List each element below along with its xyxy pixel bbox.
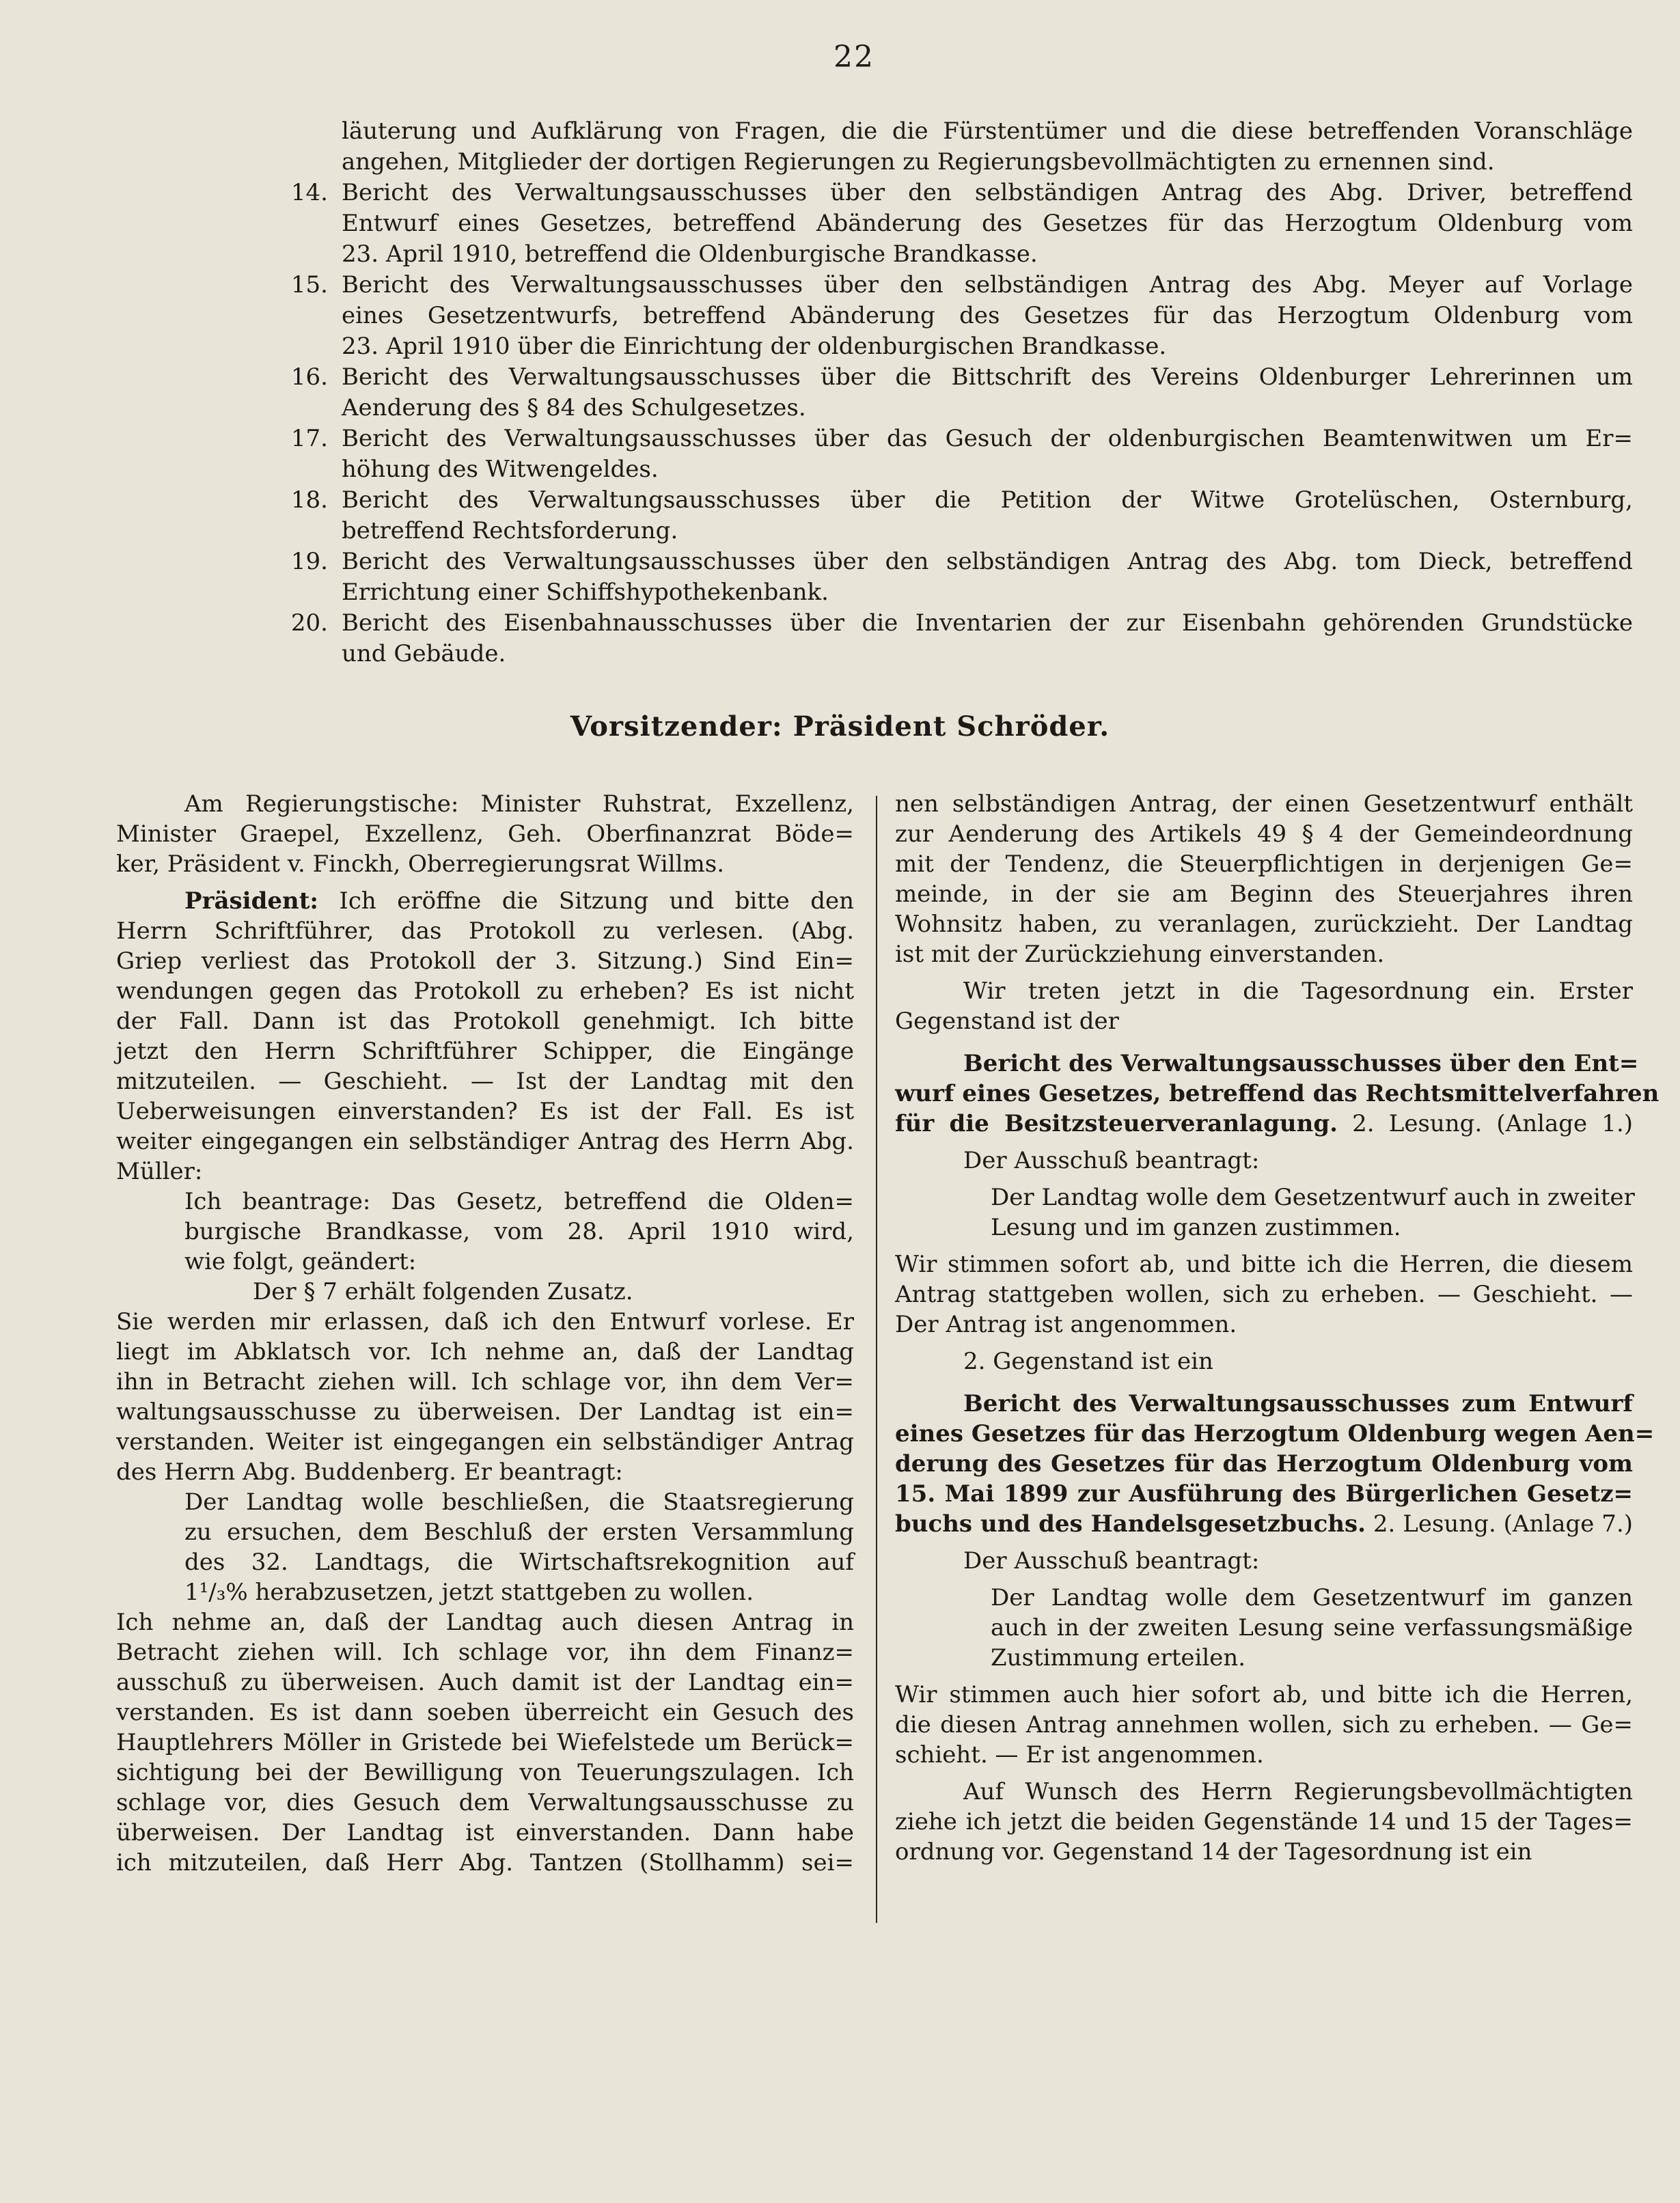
agenda-item-number: 16. bbox=[290, 363, 328, 391]
text-line: und Gebäude. bbox=[342, 640, 506, 667]
right-column bbox=[895, 789, 1660, 1867]
report-title-tail: buchs und des Handelsgesetzbuchs. bbox=[895, 1510, 1366, 1538]
text-line bbox=[895, 1509, 1633, 1539]
agenda-item-number: 18. bbox=[290, 486, 328, 514]
text-line: ker, Präsident v. Finckh, Oberregierungsrat Willms. bbox=[116, 850, 725, 878]
agenda-item-number: 19. bbox=[290, 548, 328, 575]
vote-paragraph-1 bbox=[895, 1249, 1633, 1340]
text-line: waltungsausschusse zu überweisen. Der Landtag ist ein= bbox=[116, 1398, 854, 1426]
withdrawal-paragraph bbox=[895, 789, 1633, 969]
second-item-label: 2. Gegenstand ist ein bbox=[963, 1348, 1213, 1375]
text-line: Der § 7 erhält folgenden Zusatz. bbox=[253, 1278, 633, 1305]
text-line: ich mitzuteilen, daß Herr Abg. Tantzen (Stollhamm) sei= bbox=[116, 1849, 854, 1876]
text-line: Wir stimmen sofort ab, und bitte ich die Herren, die diesem bbox=[895, 1251, 1633, 1278]
reorder-paragraph bbox=[895, 1777, 1633, 1867]
text-line: wendungen gegen das Protokoll zu erheben? Es ist nicht bbox=[116, 978, 854, 1005]
text-line: schlage vor, dies Gesuch dem Verwaltungsausschusse zu bbox=[116, 1789, 854, 1816]
text-line: Bericht des Eisenbahnausschusses über die Inventarien der zur Eisenbahn gehörenden Grundstücke bbox=[342, 609, 1633, 637]
text-line: Bericht des Verwaltungsausschusses über den selbständigen Antrag des Abg. Meyer auf Vorlage bbox=[342, 271, 1633, 299]
agenda-item-20 bbox=[273, 608, 1633, 669]
text-line: zur Aenderung des Artikels 49 § 4 der Gemeindeordnung bbox=[895, 820, 1633, 848]
text-line: Der Landtag wolle dem Gesetzentwurf im ganzen bbox=[991, 1584, 1633, 1611]
text-line: Bericht des Verwaltungsausschusses über den selbständigen Antrag des Abg. Driver, betreffend bbox=[342, 179, 1633, 206]
motion-quote-buddenberg bbox=[116, 1487, 854, 1607]
text-line: der Fall. Dann ist das Protokoll genehmigt. Ich bitte bbox=[116, 1008, 854, 1035]
president-speech bbox=[116, 886, 854, 1187]
report-title-2 bbox=[895, 1389, 1655, 1539]
report-title-1 bbox=[895, 1049, 1660, 1139]
text-line: wurf eines Gesetzes, betreffend das Rechtsmittelverfahren bbox=[895, 1080, 1660, 1107]
text-line: läuterung und Aufklärung von Fragen, die die Fürstentümer und die diese betreffenden Voranschläge bbox=[342, 117, 1633, 145]
government-bench-paragraph bbox=[116, 789, 854, 879]
text-line: Ich beantrage: Das Gesetz, betreffend die Olden= bbox=[184, 1188, 854, 1215]
text-line: zu ersuchen, dem Beschluß der ersten Versammlung bbox=[184, 1519, 854, 1546]
agenda-item-18 bbox=[273, 485, 1633, 546]
agenda-intro bbox=[273, 116, 1633, 178]
text-line: Auf Wunsch des Herrn Regierungsbevollmächtigten bbox=[963, 1778, 1633, 1805]
text-line: ist mit der Zurückziehung einverstanden. bbox=[895, 941, 1385, 968]
reading-note: 2. Lesung. (Anlage 7.) bbox=[1373, 1510, 1634, 1538]
speech-start: Ich eröffne die Sitzung und bitte den bbox=[339, 887, 854, 915]
text-line: Lesung und im ganzen zustimmen. bbox=[991, 1214, 1401, 1241]
text-line: 23. April 1910 über die Einrichtung der oldenburgischen Brandkasse. bbox=[342, 333, 1167, 360]
text-line: jetzt den Herrn Schriftführer Schipper, die Eingänge bbox=[116, 1038, 854, 1065]
text-line: Bericht des Verwaltungsausschusses über den Ent= bbox=[963, 1050, 1639, 1077]
text-line: ausschuß zu überweisen. Auch damit ist der Landtag ein= bbox=[116, 1669, 854, 1696]
speaker-label: Präsident: bbox=[184, 887, 318, 915]
text-line: Der Landtag wolle dem Gesetzentwurf auch in zweiter bbox=[991, 1184, 1635, 1211]
text-line: derung des Gesetzes für das Herzogtum Oldenburg vom bbox=[895, 1450, 1633, 1478]
text-line: angehen, Mitglieder der dortigen Regierungen zu Regierungsbevollmächtigten zu ernennen sind. bbox=[342, 148, 1495, 176]
text-line: burgische Brandkasse, vom 28. April 1910 wird, bbox=[184, 1218, 854, 1245]
text-line: schieht. — Er ist angenommen. bbox=[895, 1741, 1264, 1769]
text-line: wie folgt, geändert: bbox=[184, 1248, 417, 1275]
committee-motion-label: Der Ausschuß beantragt: bbox=[963, 1547, 1260, 1575]
text-line: Bericht des Verwaltungsausschusses zum Entwurf bbox=[963, 1390, 1633, 1417]
text-line: Sie werden mir erlassen, daß ich den Entwurf vorlese. Er bbox=[116, 1308, 854, 1335]
text-line: 1¹/₃% herabzusetzen, jetzt stattgeben zu wollen. bbox=[184, 1579, 754, 1606]
text-line: betreffend Rechtsforderung. bbox=[342, 517, 678, 544]
text-line: Wohnsitz haben, zu veranlagen, zurückzieht. Der Landtag bbox=[895, 911, 1633, 938]
text-line: überweisen. Der Landtag ist einverstanden. Dann habe bbox=[116, 1819, 854, 1846]
agenda-item-16 bbox=[273, 362, 1633, 424]
text-line: Zustimmung erteilen. bbox=[991, 1644, 1246, 1672]
text-line: verstanden. Weiter ist eingegangen ein selbständiger Antrag bbox=[116, 1428, 854, 1456]
text-line: mit der Tendenz, die Steuerpflichtigen in derjenigen Ge= bbox=[895, 850, 1633, 878]
text-line: Griep verliest das Protokoll der 3. Sitzung.) Sind Ein= bbox=[116, 947, 854, 975]
text-line: ziehe ich jetzt die beiden Gegenstände 14 und 15 der Tages= bbox=[895, 1808, 1633, 1835]
agenda-item-15 bbox=[273, 270, 1633, 362]
president-speech-continued bbox=[116, 1307, 854, 1487]
committee-motion-label: Der Ausschuß beantragt: bbox=[963, 1147, 1260, 1174]
page-number: 22 bbox=[834, 40, 875, 74]
text-line: 23. April 1910, betreffend die Oldenburgische Brandkasse. bbox=[342, 240, 1038, 268]
text-line: Müller: bbox=[116, 1158, 203, 1185]
agenda-item-number: 20. bbox=[290, 609, 328, 637]
text-line: höhung des Witwengeldes. bbox=[342, 456, 659, 483]
text-line: Entwurf eines Gesetzes, betreffend Abänderung des Gesetzes für das Herzogtum Oldenburg vom bbox=[342, 210, 1633, 237]
text-line: Bericht des Verwaltungsausschusses über die Bittschrift des Vereins Oldenburger Lehrerinnen um bbox=[342, 363, 1633, 391]
text-line: nen selbständigen Antrag, der einen Gesetzentwurf enthält bbox=[895, 790, 1633, 818]
committee-motion-quote-2 bbox=[895, 1583, 1633, 1673]
agenda-item-number: 17. bbox=[290, 425, 328, 452]
report-title-tail: für die Besitzsteuerveranlagung. bbox=[895, 1110, 1338, 1137]
text-line: Wir stimmen auch hier sofort ab, und bitte ich die Herren, bbox=[895, 1681, 1633, 1708]
text-line: des 32. Landtags, die Wirtschaftsrekognition auf bbox=[184, 1549, 854, 1576]
text-line: Bericht des Verwaltungsausschusses über die Petition der Witwe Grotelüschen, Osternburg, bbox=[342, 486, 1633, 514]
text-line: meinde, in der sie am Beginn des Steuerjahres ihren bbox=[895, 881, 1633, 908]
text-line: eines Gesetzentwurfs, betreffend Abänderung des Gesetzes für das Herzogtum Oldenburg vom bbox=[342, 302, 1633, 329]
column-divider bbox=[876, 796, 877, 1923]
text-line: Am Regierungstische: Minister Ruhstrat, Exzellenz, bbox=[184, 790, 854, 818]
text-line: Bericht des Verwaltungsausschusses über den selbständigen Antrag des Abg. tom Dieck, betreffend bbox=[342, 548, 1633, 575]
text-line: Minister Graepel, Exzellenz, Geh. Oberfinanzrat Böde= bbox=[116, 820, 854, 848]
chair-heading: Vorsitzender: Präsident Schröder. bbox=[570, 710, 1110, 743]
text-line: ihn in Betracht ziehen will. Ich schlage vor, ihn dem Ver= bbox=[116, 1368, 854, 1396]
motion-quote-addendum bbox=[116, 1277, 854, 1307]
text-line: liegt im Abklatsch vor. Ich nehme an, daß der Landtag bbox=[116, 1338, 854, 1366]
text-line: sichtigung bei der Bewilligung von Teuerungszulagen. Ich bbox=[116, 1759, 854, 1786]
text-line: Ich nehme an, daß der Landtag auch diesen Antrag in bbox=[116, 1609, 854, 1636]
text-line: Gegenstand ist der bbox=[895, 1008, 1119, 1035]
text-line: Hauptlehrers Möller in Gristede bei Wiefelstede um Berück= bbox=[116, 1729, 854, 1756]
agenda-item-number: 15. bbox=[290, 271, 328, 299]
text-line: die diesen Antrag annehmen wollen, sich zu erheben. — Ge= bbox=[895, 1711, 1633, 1738]
president-speech-continued-2 bbox=[116, 1607, 854, 1878]
text-line: Wir treten jetzt in die Tagesordnung ein. Erster bbox=[963, 978, 1633, 1005]
text-line: Der Landtag wolle beschließen, die Staatsregierung bbox=[184, 1488, 854, 1516]
text-line: 15. Mai 1899 zur Ausführung des Bürgerlichen Gesetz= bbox=[895, 1480, 1633, 1508]
text-line: Antrag stattgeben wollen, sich zu erheben. — Geschieht. — bbox=[895, 1281, 1633, 1308]
text-line: mitzuteilen. — Geschieht. — Ist der Landtag mit den bbox=[116, 1068, 854, 1095]
text-line: weiter eingegangen ein selbständiger Antrag des Herrn Abg. bbox=[116, 1128, 854, 1155]
text-line: Herrn Schriftführer, das Protokoll zu verlesen. (Abg. bbox=[116, 917, 854, 945]
text-line: des Herrn Abg. Buddenberg. Er beantragt: bbox=[116, 1458, 623, 1486]
agenda-item-17 bbox=[273, 424, 1633, 485]
text-line: ordnung vor. Gegenstand 14 der Tagesordnung ist ein bbox=[895, 1838, 1532, 1866]
text-line: eines Gesetzes für das Herzogtum Oldenburg wegen Aen= bbox=[895, 1420, 1655, 1447]
agenda-start-paragraph bbox=[895, 976, 1633, 1036]
committee-motion-quote-1 bbox=[895, 1182, 1633, 1243]
vote-paragraph-2 bbox=[895, 1680, 1633, 1770]
text-line: Errichtung einer Schiffshypothekenbank. bbox=[342, 579, 829, 606]
text-line: auch in der zweiten Lesung seine verfassungsmäßige bbox=[991, 1614, 1633, 1641]
text-line bbox=[895, 1109, 1633, 1139]
text-line: Betracht ziehen will. Ich schlage vor, ihn dem Finanz= bbox=[116, 1639, 854, 1666]
text-line: Der Antrag ist angenommen. bbox=[895, 1311, 1237, 1338]
agenda-list bbox=[290, 116, 1633, 669]
text-line: Aenderung des § 84 des Schulgesetzes. bbox=[342, 394, 806, 421]
agenda-item-19 bbox=[273, 546, 1633, 608]
reading-note: 2. Lesung. (Anlage 1.) bbox=[1352, 1110, 1634, 1137]
text-line bbox=[116, 886, 854, 916]
text-line: Ueberweisungen einverstanden? Es ist der Fall. Es ist bbox=[116, 1098, 854, 1125]
left-column bbox=[116, 789, 854, 1878]
motion-quote-mueller bbox=[116, 1187, 854, 1277]
agenda-item-14 bbox=[273, 178, 1633, 270]
text-line: Bericht des Verwaltungsausschusses über das Gesuch der oldenburgischen Beamtenwitwen um Er= bbox=[342, 425, 1633, 452]
text-line: verstanden. Es ist dann soeben überreicht ein Gesuch des bbox=[116, 1699, 854, 1726]
agenda-item-number: 14. bbox=[290, 179, 328, 206]
